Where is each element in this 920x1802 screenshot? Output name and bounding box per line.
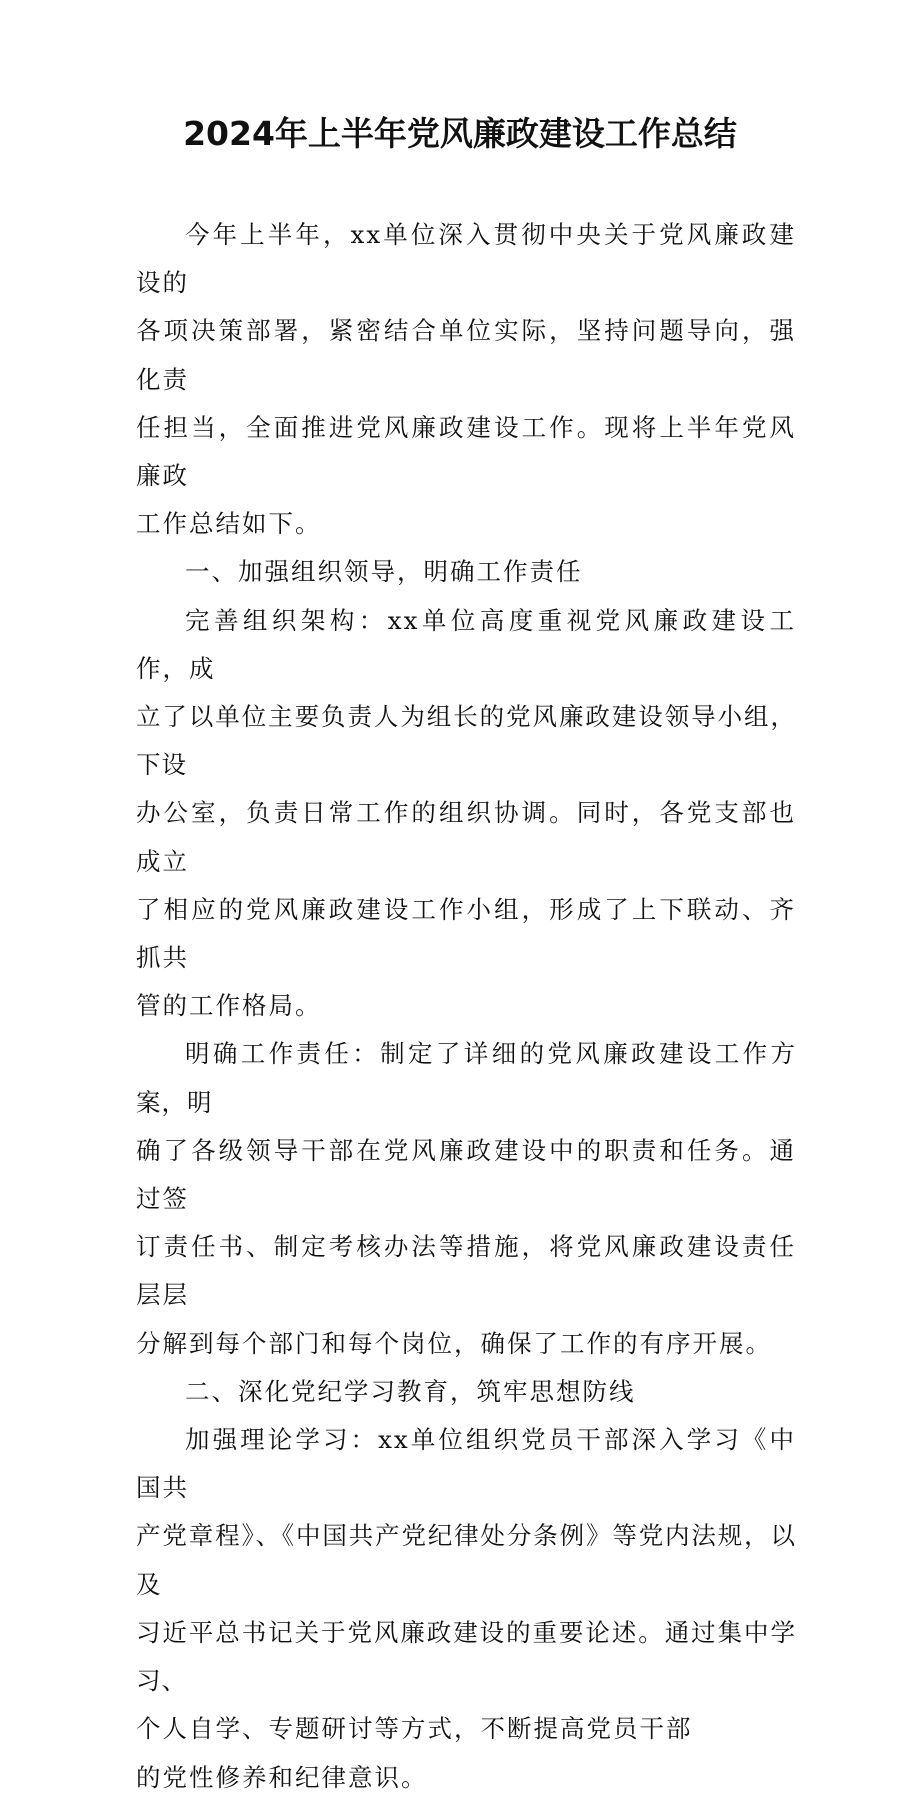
document-title: 2024年上半年党风廉政建设工作总结 — [183, 114, 737, 153]
paragraph-line: 办公室，负责日常工作的组织协调。同时，各党支部也成立 — [136, 798, 796, 876]
paragraph-line: 个人自学、专题研讨等方式，不断提高党员干部 — [136, 1714, 693, 1744]
paragraph-line: 任担当，全面推进党风廉政建设工作。现将上半年党风廉政 — [136, 412, 796, 491]
paragraph-line: 产党章程》、《中国共产党纪律处分条例》等党内法规，以及 — [136, 1521, 796, 1599]
paragraph-line: 立了以单位主要负责人为组长的党风廉政建设领导小组，下设 — [136, 702, 796, 780]
paragraph-line: 管的工作格局。 — [136, 991, 322, 1021]
document-body — [136, 211, 796, 1802]
study-paragraph — [136, 1416, 796, 1802]
paragraph-line: 完善组织架构：xx单位高度重视党风廉政建设工作，成 — [136, 605, 796, 683]
paragraph-line: 确了各级领导干部在党风廉政建设中的职责和任务。通过签 — [136, 1135, 796, 1214]
paragraph-line: 加强理论学习：xx单位组织党员干部深入学习《中国共 — [136, 1425, 796, 1503]
intro-paragraph — [136, 211, 796, 548]
section-heading-2: 二、深化党纪学习教育，筑牢思想防线 — [185, 1376, 636, 1406]
paragraph-line: 各项决策部署，紧密结合单位实际，坚持问题导向，强化责 — [136, 316, 796, 394]
paragraph-line: 习近平总书记关于党风廉政建设的重要论述。通过集中学习、 — [136, 1617, 796, 1696]
paragraph-line: 了相应的党风廉政建设工作小组，形成了上下联动、齐抓共 — [136, 894, 796, 973]
paragraph-line: 的党性修养和纪律意识。 — [136, 1762, 428, 1792]
paragraph-line: 订责任书、制定考核办法等措施，将党风廉政建设责任层层 — [136, 1232, 796, 1310]
organization-paragraph — [136, 597, 796, 1031]
paragraph-line: 分解到每个部门和每个岗位，确保了工作的有序开展。 — [136, 1328, 772, 1358]
paragraph-line: 今年上半年，xx单位深入贯彻中央关于党风廉政建设的 — [136, 220, 796, 298]
responsibility-paragraph — [136, 1030, 796, 1367]
paragraph-line: 明确工作责任：制定了详细的党风廉政建设工作方案，明 — [136, 1039, 796, 1117]
section-heading-1: 一、加强组织领导，明确工作责任 — [185, 557, 583, 587]
paragraph-line: 工作总结如下。 — [136, 509, 322, 539]
